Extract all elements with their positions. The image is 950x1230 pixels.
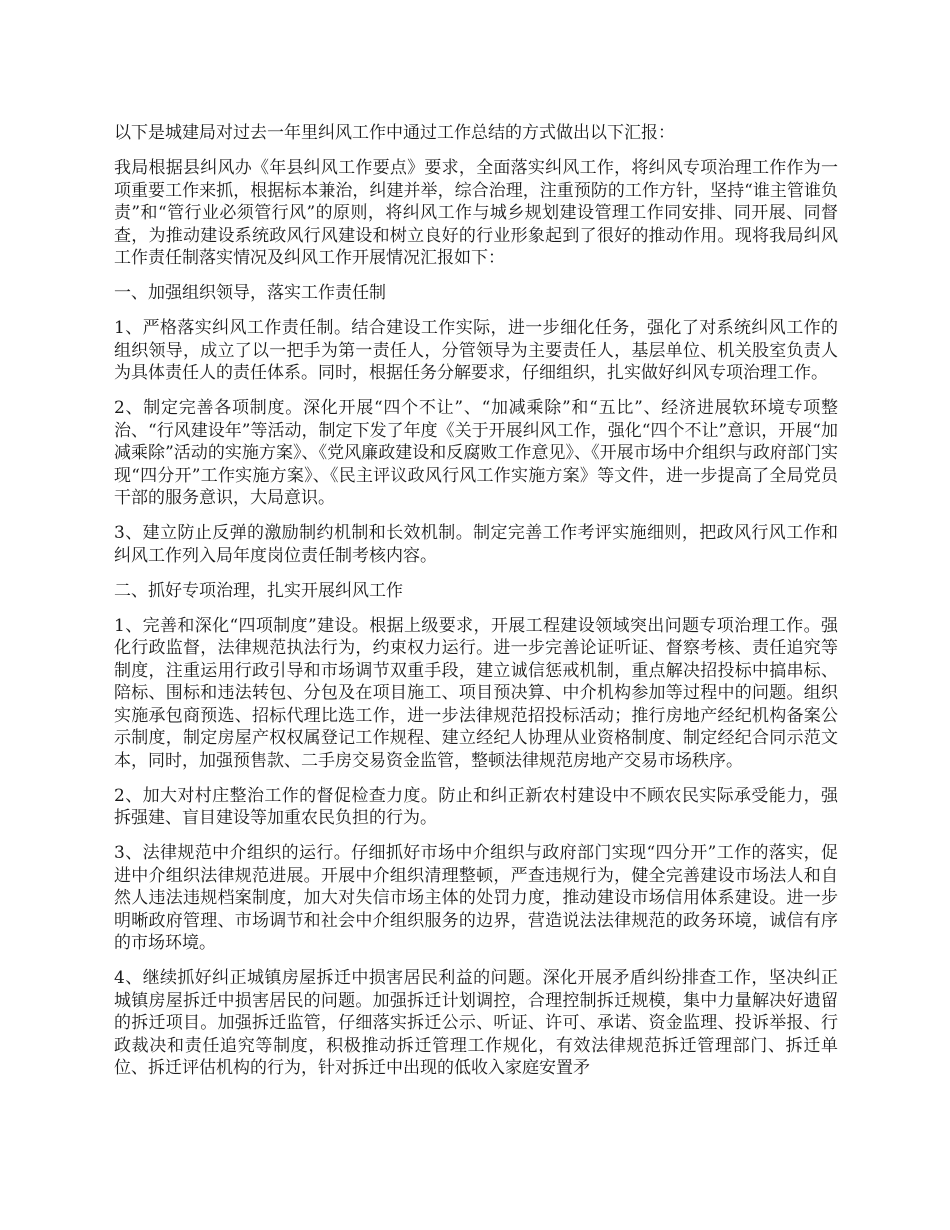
section-heading-1: 一、加强组织领导，落实工作责任制 — [114, 283, 386, 303]
paragraph-2-4: 4、继续抓好纠正城镇房屋拆迁中损害居民利益的问题。深化开展矛盾纠纷排查工作，坚决纠正城镇房屋拆迁中损害居民的问题。加强拆迁计划调控，合理控制拆迁规模，集中力量解决好遗留的拆迁项目。加强拆迁监管，仔细落实拆迁公示、听证、许可、承诺、资金监理、投诉举报、行政裁决和责任追究等制度，积极推动拆迁管理工作规化，有效法律规范拆迁管理部门、拆迁单位、拆迁评估机构的行为，针对拆迁中出现的低收入家庭安置矛 — [114, 968, 838, 1078]
paragraph-2-2: 2、加大对村庄整治工作的督促检查力度。防止和纠正新农村建设中不顾农民实际承受能力，强拆强建、盲目建设等加重农民负担的行为。 — [114, 785, 838, 828]
section-heading-2: 二、抓好专项治理，扎实开展纠风工作 — [114, 580, 403, 601]
paragraph-1-1: 1、严格落实纠风工作责任制。结合建设工作实际，进一步细化任务，强化了对系统纠风工作的组织领导，成立了以一把手为第一责任人，分管领导为主要责任人，基层单位、机关股室负责人为具体责任人的责任体系。同时，根据任务分解要求，仔细组织，扎实做好纠风专项治理工作。 — [114, 318, 838, 383]
document-body — [114, 122, 838, 1092]
paragraph-2-3: 3、法律规范中介组织的运行。仔细抓好市场中介组织与政府部门实现“四分开”工作的落实，促进中介组织法律规范进展。开展中介组织清理整顿，严查违规行为，健全完善建设市场法人和自然人违法违规档案制度，加大对失信市场主体的处罚力度，推动建设市场信用体系建设。进一步明晰政府管理、市场调节和社会中介组织服务的边界，营造说法法律规范的政务环境，诚信有序的市场环境。 — [114, 843, 838, 953]
paragraph-2-1: 1、完善和深化“四项制度”建设。根据上级要求，开展工程建设领域突出问题专项治理工作。强化行政监督，法律规范执法行为，约束权力运行。进一步完善论证听证、督察考核、责任追究等制度，注重运用行政引导和市场调节双重手段，建立诚信惩戒机制，重点解决招投标中搞串标、陪标、围标和违法转包、分包及在项目施工、项目预决算、中介机构参加等过程中的问题。组织实施承包商预选、招标代理比选工作，进一步法律规范招投标活动；推行房地产经纪机构备案公示制度，制定房屋产权权属登记工作规程、建立经纪人协理从业资格制度、制定经纪合同示范文本，同时，加强预售款、二手房交易资金监管，整顿法律规范房地产交易市场秩序。 — [114, 615, 838, 771]
intro-paragraph: 以下是城建局对过去一年里纠风工作中通过工作总结的方式做出以下汇报： — [114, 123, 675, 143]
summary-paragraph: 我局根据县纠风办《年县纠风工作要点》要求，全面落实纠风工作，将纠风专项治理工作作为一项重要工作来抓，根据标本兼治，纠建并举，综合治理，注重预防的工作方针，坚持“谁主管谁负责”和“管行业必须管行风”的原则，将纠风工作与城乡规划建设管理工作同安排、同开展、同督查，为推动建设系统政风行风建设和树立良好的行业形象起到了很好的推动作用。现将我局纠风工作责任制落实情况及纠风工作开展情况汇报如下： — [114, 158, 838, 268]
paragraph-1-2: 2、制定完善各项制度。深化开展“四个不让”、“加减乘除”和“五比”、经济进展软环境专项整治、“行风建设年”等活动，制定下发了年度《关于开展纠风工作，强化“四个不让”意识，开展“加减乘除”活动的实施方案》、《党风廉政建设和反腐败工作意见》、《开展市场中介组织与政府部门实现“四分开”工作实施方案》、《民主评议政风行风工作实施方案》等文件，进一步提高了全局党员干部的服务意识，大局意识。 — [114, 398, 838, 508]
paragraph-1-3: 3、建立防止反弹的激励制约机制和长效机制。制定完善工作考评实施细则，把政风行风工作和纠风工作列入局年度岗位责任制考核内容。 — [114, 523, 838, 566]
